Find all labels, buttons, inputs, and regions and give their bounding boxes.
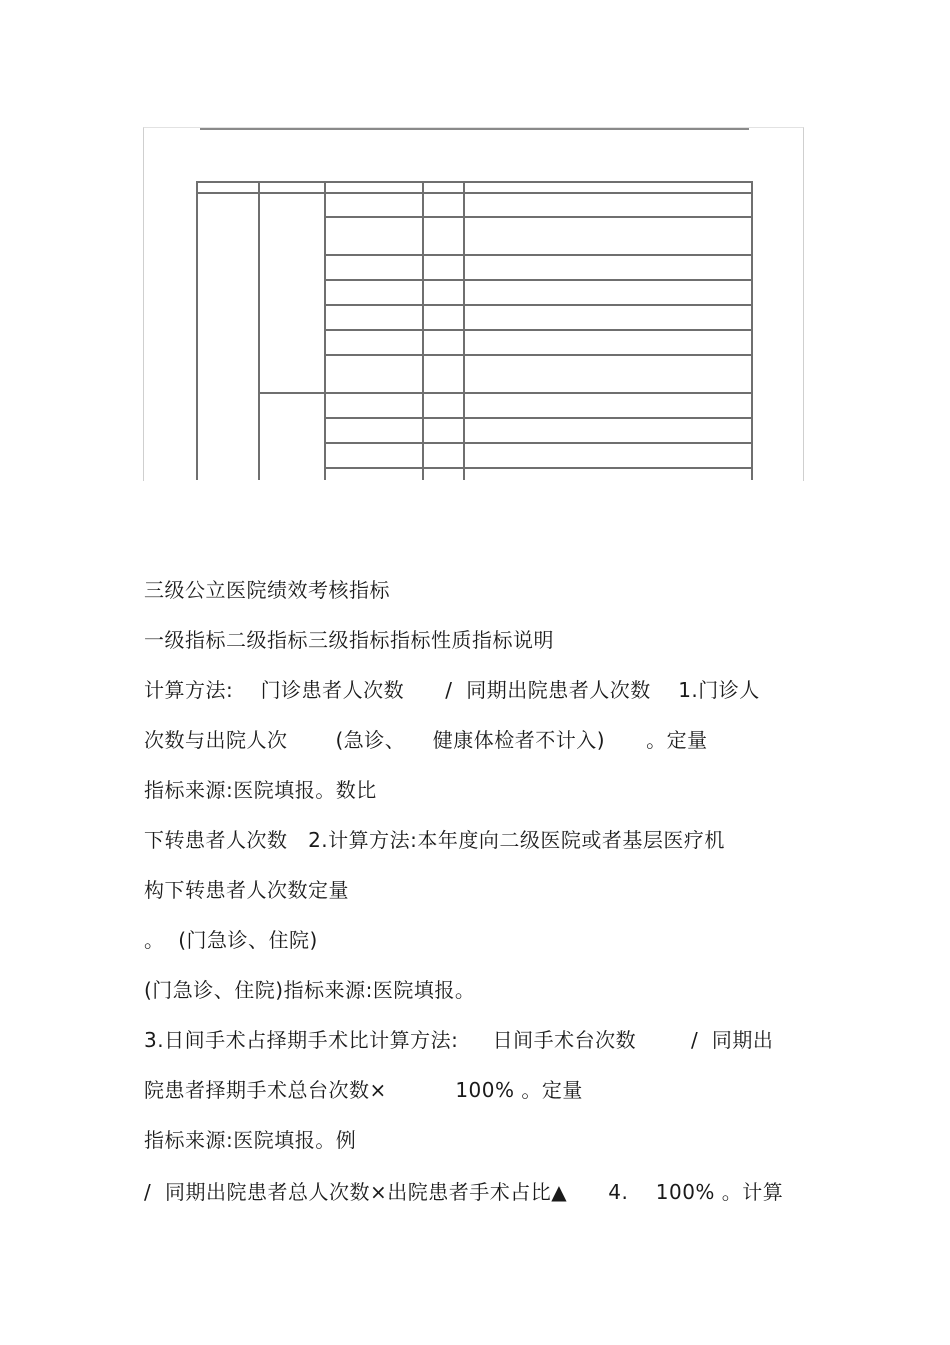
text-line: 。 (门急诊、住院) (144, 928, 318, 952)
text-line: 构下转患者人次数定量 (144, 878, 349, 902)
text-line: 指标来源:医院填报。数比 (144, 778, 377, 802)
text-line: 院患者择期手术总台次数× 100% 。定量 (144, 1078, 583, 1102)
table-hline (324, 417, 752, 419)
table-vline (196, 181, 198, 480)
text-line: 指标来源:医院填报。例 (144, 1128, 357, 1152)
table-vline (422, 181, 424, 480)
table-hline (324, 304, 752, 306)
table-hline (324, 254, 752, 256)
text-line: 次数与出院人次 (急诊、 健康体检者不计入) 。定量 (144, 728, 708, 752)
text-line: 3.日间手术占择期手术比计算方法: 日间手术台次数 / 同期出 (144, 1028, 774, 1052)
column-headers-line: 一级指标二级指标三级指标指标性质指标说明 (144, 628, 554, 652)
table-vline (463, 181, 465, 480)
table-vline (751, 181, 753, 480)
table-hline (324, 329, 752, 331)
text-line: / 同期出院患者总人次数×出院患者手术占比▲ 4. 100% 。计算 (144, 1180, 784, 1204)
header-rule (200, 128, 749, 130)
text-line: 下转患者人次数 2.计算方法:本年度向二级医院或者基层医疗机 (144, 828, 725, 852)
text-line: (门急诊、住院)指标来源:医院填报。 (144, 978, 476, 1002)
table-hline (324, 216, 752, 218)
table-hline (258, 392, 752, 394)
table-hline (324, 354, 752, 356)
table-hline (324, 467, 752, 469)
table-hline (196, 192, 752, 194)
table-hline (196, 181, 752, 183)
text-line: 计算方法: 门诊患者人次数 / 同期出院患者人次数 1.门诊人 (144, 678, 760, 702)
table-vline (324, 181, 326, 480)
table-vline (258, 181, 260, 480)
table-hline (324, 442, 752, 444)
document-title: 三级公立医院绩效考核指标 (144, 578, 390, 602)
table-hline (324, 279, 752, 281)
